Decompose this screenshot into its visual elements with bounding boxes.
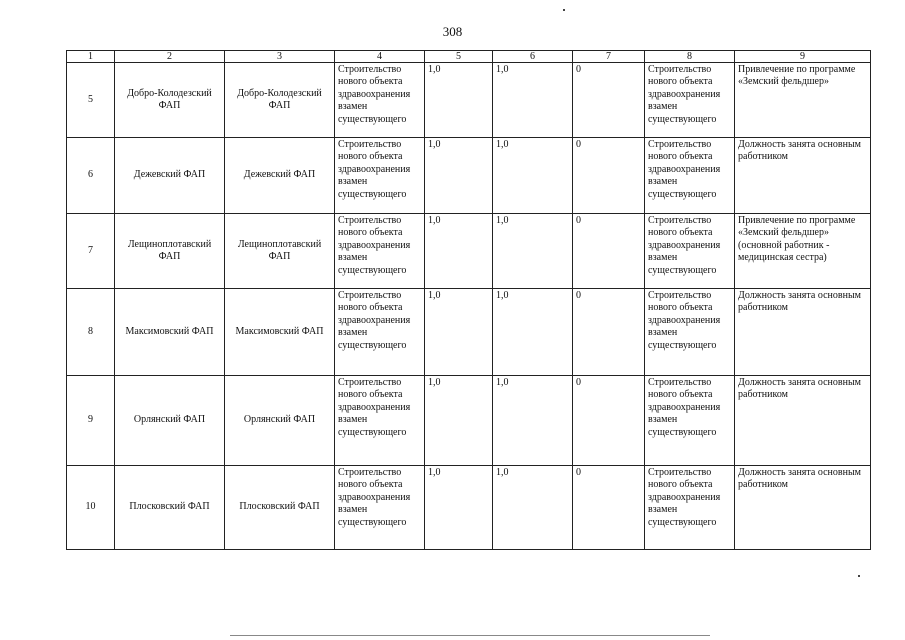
object-name: Орлянский ФАП: [225, 376, 335, 466]
row-number: 7: [67, 214, 115, 289]
action-col8: Строительство нового объекта здравоохранения взамен существующего: [645, 466, 735, 550]
object-name: Плосковский ФАП: [225, 466, 335, 550]
value-col5: 1,0: [425, 214, 493, 289]
table-header-row: [67, 51, 871, 63]
value-col6: 1,0: [493, 466, 573, 550]
staff-note: Должность занята основным работником: [735, 289, 871, 376]
planned-action: Строительство нового объекта здравоохранения взамен существующего: [335, 63, 425, 138]
staff-note: Должность занята основным работником: [735, 376, 871, 466]
facility-name: Добро-Колодезский ФАП: [115, 63, 225, 138]
value-col7: 0: [573, 63, 645, 138]
action-col8: Строительство нового объекта здравоохранения взамен существующего: [645, 289, 735, 376]
row-number: 5: [67, 63, 115, 138]
row-number: 8: [67, 289, 115, 376]
staff-note: Привлечение по программе «Земский фельдшер»: [735, 63, 871, 138]
object-name: Лещиноплотавский ФАП: [225, 214, 335, 289]
planned-action: Строительство нового объекта здравоохранения взамен существующего: [335, 466, 425, 550]
row-number: 10: [67, 466, 115, 550]
scan-speck: [563, 9, 565, 11]
value-col7: 0: [573, 214, 645, 289]
object-name: Добро-Колодезский ФАП: [225, 63, 335, 138]
column-header: 3: [225, 51, 335, 63]
column-header: 1: [67, 51, 115, 63]
facility-name: Дежевский ФАП: [115, 138, 225, 214]
column-header: 8: [645, 51, 735, 63]
staff-note: Должность занята основным работником: [735, 138, 871, 214]
staff-note: Привлечение по программе «Земский фельдшер» (основной работник - медицинская сестра): [735, 214, 871, 289]
value-col5: 1,0: [425, 138, 493, 214]
table-row: [67, 138, 871, 214]
action-col8: Строительство нового объекта здравоохранения взамен существующего: [645, 63, 735, 138]
value-col7: 0: [573, 466, 645, 550]
row-number: 6: [67, 138, 115, 214]
planned-action: Строительство нового объекта здравоохранения взамен существующего: [335, 214, 425, 289]
column-header: 2: [115, 51, 225, 63]
object-name: Максимовский ФАП: [225, 289, 335, 376]
column-header: 7: [573, 51, 645, 63]
column-header: 5: [425, 51, 493, 63]
value-col7: 0: [573, 376, 645, 466]
value-col6: 1,0: [493, 63, 573, 138]
value-col5: 1,0: [425, 376, 493, 466]
action-col8: Строительство нового объекта здравоохранения взамен существующего: [645, 138, 735, 214]
value-col5: 1,0: [425, 466, 493, 550]
facility-table: [66, 50, 871, 550]
staff-note: Должность занята основным работником: [735, 466, 871, 550]
value-col6: 1,0: [493, 376, 573, 466]
value-col6: 1,0: [493, 138, 573, 214]
column-header: 9: [735, 51, 871, 63]
table-row: [67, 466, 871, 550]
value-col7: 0: [573, 138, 645, 214]
value-col6: 1,0: [493, 214, 573, 289]
page-edge-line: [230, 635, 710, 636]
value-col7: 0: [573, 289, 645, 376]
table-row: [67, 63, 871, 138]
action-col8: Строительство нового объекта здравоохранения взамен существующего: [645, 214, 735, 289]
planned-action: Строительство нового объекта здравоохранения взамен существующего: [335, 289, 425, 376]
value-col5: 1,0: [425, 63, 493, 138]
row-number: 9: [67, 376, 115, 466]
scan-speck: [858, 575, 860, 577]
value-col5: 1,0: [425, 289, 493, 376]
action-col8: Строительство нового объекта здравоохранения взамен существующего: [645, 376, 735, 466]
table-row: [67, 289, 871, 376]
facility-name: Максимовский ФАП: [115, 289, 225, 376]
planned-action: Строительство нового объекта здравоохранения взамен существующего: [335, 138, 425, 214]
column-header: 4: [335, 51, 425, 63]
table-row: [67, 214, 871, 289]
planned-action: Строительство нового объекта здравоохранения взамен существующего: [335, 376, 425, 466]
value-col6: 1,0: [493, 289, 573, 376]
object-name: Дежевский ФАП: [225, 138, 335, 214]
page-number: 308: [442, 24, 463, 39]
facility-name: Плосковский ФАП: [115, 466, 225, 550]
table-row: [67, 376, 871, 466]
facility-name: Лещиноплотавский ФАП: [115, 214, 225, 289]
column-header: 6: [493, 51, 573, 63]
facility-name: Орлянский ФАП: [115, 376, 225, 466]
